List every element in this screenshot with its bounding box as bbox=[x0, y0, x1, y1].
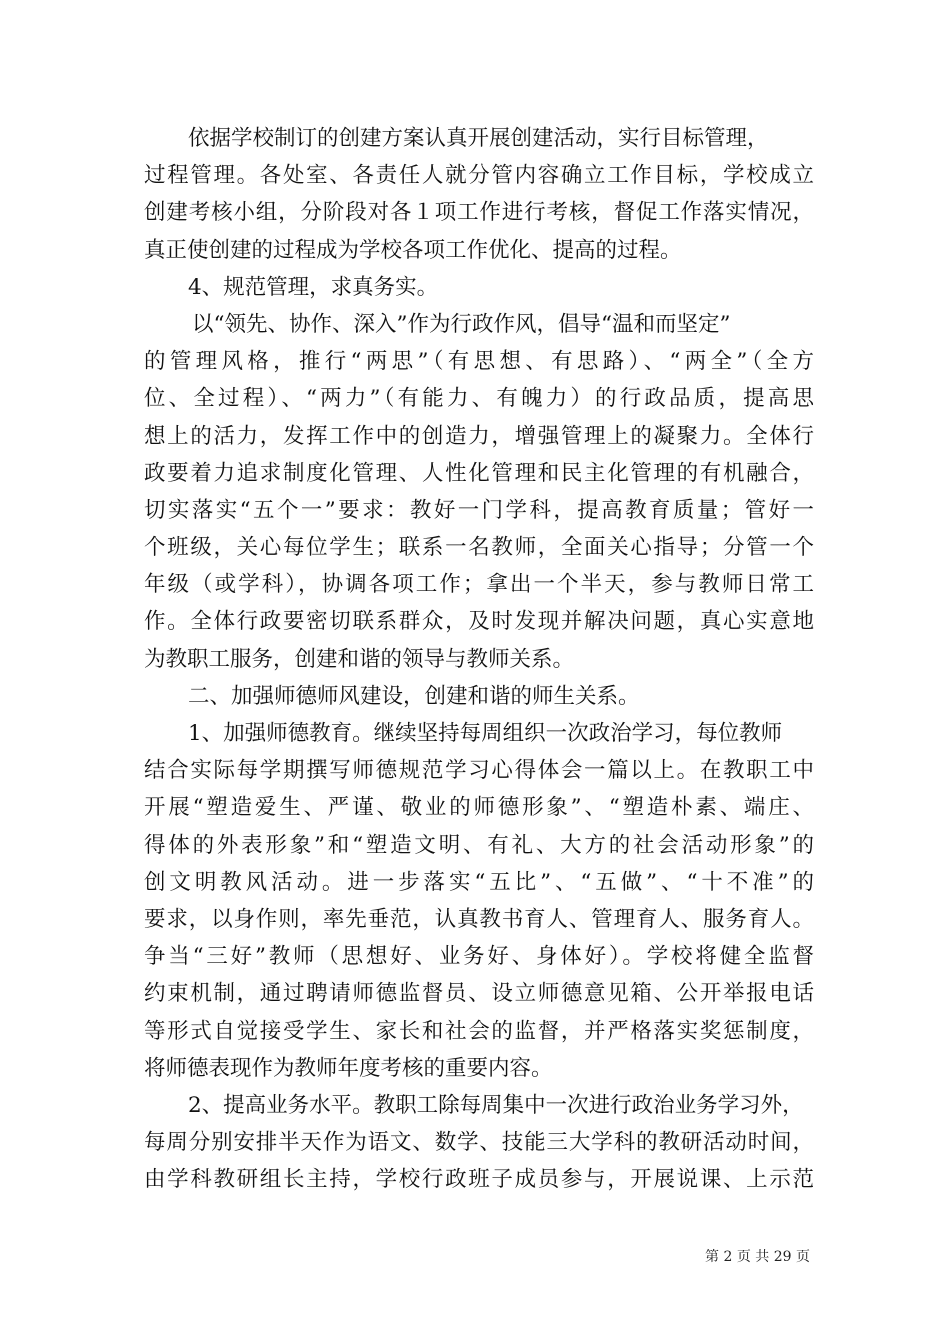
text-line: 切实落实“五个一”要求：教好一门学科，提高教育质量；管好一 bbox=[144, 497, 814, 523]
section-heading: 4、规范管理，求真务实。 bbox=[188, 274, 439, 300]
document-body bbox=[144, 120, 814, 1198]
text-line: 过程管理。各处室、各责任人就分管内容确立工作目标，学校成立 bbox=[144, 163, 814, 189]
text-line: 开展“塑造爱生、严谨、敬业的师德形象”、“塑造朴素、端庄、 bbox=[144, 795, 814, 821]
text-line: 作。全体行政要密切联系群众，及时发现并解决问题，真心实意地 bbox=[144, 609, 814, 635]
text-line: 真正使创建的过程成为学校各项工作优化、提高的过程。 bbox=[144, 237, 682, 263]
text-line: 结合实际每学期撰写师德规范学习心得体会一篇以上。在教职工中 bbox=[144, 758, 814, 784]
text-line: 等形式自觉接受学生、家长和社会的监督，并严格落实奖惩制度， bbox=[144, 1018, 814, 1044]
text-line: 约束机制，通过聘请师德监督员、设立师德意见箱、公开举报电话 bbox=[144, 981, 814, 1007]
text-line: 要求，以身作则，率先垂范，认真教书育人、管理育人、服务育人。 bbox=[144, 906, 814, 932]
text-line: 想上的活力，发挥工作中的创造力，增强管理上的凝聚力。全体行 bbox=[144, 423, 814, 449]
text-line: 以“领先、协作、深入”作为行政作风，倡导“温和而坚定” bbox=[192, 311, 731, 337]
text-line: 将师德表现作为教师年度考核的重要内容。 bbox=[144, 1055, 553, 1081]
text-line: 个班级，关心每位学生；联系一名教师，全面关心指导；分管一个 bbox=[144, 535, 814, 561]
text-line: 为教职工服务，创建和谐的领导与教师关系。 bbox=[144, 646, 575, 672]
page-number: 第 2 页 共 29 页 bbox=[705, 1249, 810, 1265]
text-line: 创建考核小组，分阶段对各１项工作进行考核，督促工作落实情况， bbox=[144, 200, 814, 226]
text-line: 创文明教风活动。进一步落实“五比”、“五做”、“十不准”的 bbox=[144, 869, 814, 895]
text-line: 政要着力追求制度化管理、人性化管理和民主化管理的有机融合， bbox=[144, 460, 814, 486]
section-heading: 二、加强师德师风建设，创建和谐的师生关系。 bbox=[188, 683, 640, 709]
text-line: 每周分别安排半天作为语文、数学、技能三大学科的教研活动时间， bbox=[144, 1130, 814, 1156]
text-line: 1、加强师德教育。继续坚持每周组织一次政治学习，每位教师 bbox=[188, 721, 783, 746]
text-line: 年级（或学科），协调各项工作；拿出一个半天，参与教师日常工 bbox=[144, 572, 814, 598]
text-line: 由学科教研组长主持，学校行政班子成员参与，开展说课、上示范 bbox=[144, 1167, 814, 1193]
text-line: 的管理风格，推行“两思”（有思想、有思路）、“两全”（全方 bbox=[144, 349, 814, 375]
text-line: 得体的外表形象”和“塑造文明、有礼、大方的社会活动形象”的 bbox=[144, 832, 814, 858]
text-line: 依据学校制订的创建方案认真开展创建活动，实行目标管理， bbox=[188, 126, 769, 151]
text-line: 2、提高业务水平。教职工除每周集中一次进行政治业务学习外， bbox=[188, 1092, 804, 1118]
text-line: 争当“三好”教师（思想好、业务好、身体好）。学校将健全监督 bbox=[144, 944, 814, 970]
text-line: 位、全过程）、“两力”（有能力、有魄力）的行政品质，提高思 bbox=[144, 386, 814, 412]
